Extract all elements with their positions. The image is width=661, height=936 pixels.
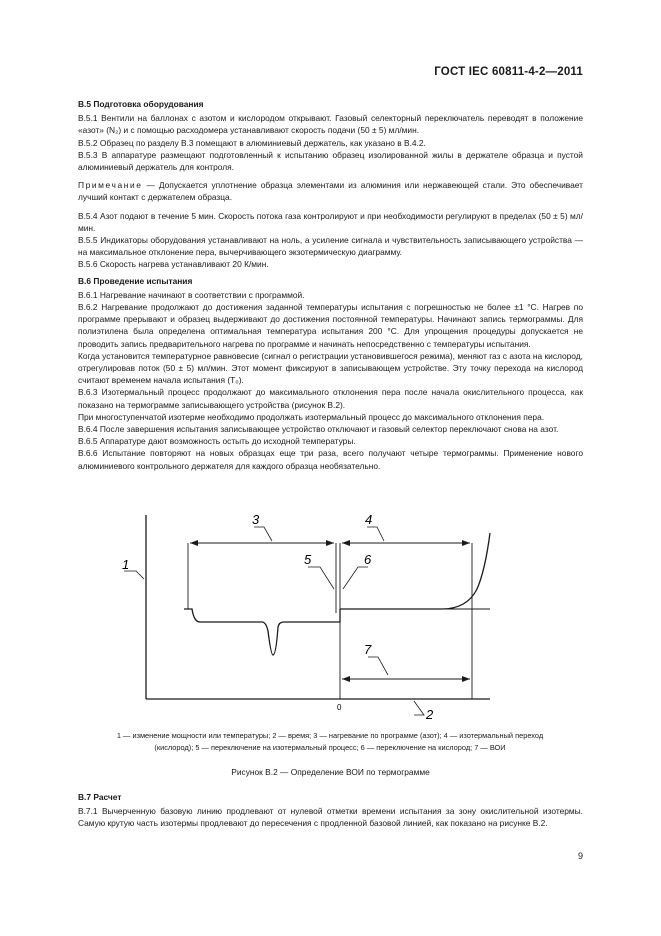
note-body: — Допускается уплотнение образца элементами из алюминия или нержавеющей стали. Это обеспечивает лучший контакт с держателем образца. <box>78 180 583 203</box>
figure-label-4: 4 <box>365 512 373 527</box>
standard-header: ГОСТ IEC 60811-4-2—2011 <box>434 66 583 78</box>
paragraph-b5-6: В.5.6 Скорость нагрева устанавливают 20 К/мин. <box>78 259 269 270</box>
figure-label-1: 1 <box>122 557 130 572</box>
paragraph-b5-4: В.5.4 Азот подают в течение 5 мин. Скорость потока газа контролируют и при необходимости регулируют в пределах (50 ± 5) мл/мин. <box>78 210 583 233</box>
zero-mark: 0 <box>337 703 342 712</box>
figure-label-6: 6 <box>364 552 372 567</box>
figure-title: Рисунок В.2 — Определение ВОИ по термограмме <box>231 767 430 777</box>
paragraph-b6-4: В.6.4 После завершения испытания записывающее устройство отключают и газовый селектор переключают снова на азот. <box>78 424 559 435</box>
paragraph-b6-3b: При многоступенчатой изотерме необходимо продолжать изотермальный процесс до максимального отклонения пера. <box>78 411 545 422</box>
thermogram-curve-nitrogen <box>184 609 340 655</box>
section-title-b5: В.5 Подготовка оборудования <box>78 99 204 109</box>
calculation-block <box>78 787 583 830</box>
figure-label-2: 2 <box>426 707 434 722</box>
leader-label-2 <box>414 701 424 715</box>
leader-label-3 <box>254 527 272 541</box>
page-number: 9 <box>577 851 583 861</box>
paragraph-b5-1: В.5.1 Вентили на баллонах с азотом и кислородом открывают. Газовый селекторный переключатель переводят в положение «азот» (N₂) и с помощью расходомера устанавливают скорость подачи (50 ± 5) мл/мин. <box>78 113 583 136</box>
section-title-b7: В.7 Расчет <box>78 792 122 802</box>
figure-label-7: 7 <box>364 642 372 657</box>
paragraph-b5-2: В.5.2 Образец по разделу В.3 помещают в алюминиевый держатель, как указано в В.4.2. <box>78 137 426 148</box>
figure-label-5: 5 <box>304 552 312 567</box>
section-title-b6: В.6 Проведение испытания <box>78 275 193 286</box>
thermogram-curve-oxygen <box>340 533 490 609</box>
paragraph-b6-6: В.6.6 Испытание повторяют на новых образцах еще три раза, всего получают четыре термограммы. Применение нового алюминиевого контрольного держателя для каждого образца необязательно. <box>78 448 583 471</box>
paragraph-b5-5: В.5.5 Индикаторы оборудования устанавливают на ноль, а усиление сигнала и чувствительность записывающего устройства — на максимальное отклонение пера, вычерчивающего экзотермическую диаграмму. <box>78 235 583 258</box>
note-paragraph <box>78 179 583 203</box>
paragraph-b6-3: В.6.3 Изотермальный процесс продолжают до максимального отклонения пера после начала окислительного процесса, как показано на термограмме записывающего устройства (рисунок В.2). <box>78 387 583 410</box>
figure-legend <box>60 730 600 754</box>
paragraph-b5-3: В.5.3 В аппаратуре размещают подготовленный к испытанию образец изолированной жилы в держателе образца и пустой алюминиевый держатель для контроля. <box>78 149 583 173</box>
leader-label-7 <box>368 657 388 675</box>
paragraph-b6-1: В.6.1 Нагревание начинают в соответствии с программой. <box>78 289 305 300</box>
paragraph-b7-1: В.7.1 Вычерченную базовую линию продлевают от нулевой отметки времени испытания за зону окислительной изотермы. Самую крутую часть изотермы продлевают до пересечения с продленной базовой линией, как показано на рисунке В.2. <box>78 806 583 829</box>
leader-label-1 <box>124 571 144 579</box>
leader-label-6 <box>343 567 368 589</box>
paragraph-b6-2: В.6.2 Нагревание продолжают до достижения заданной температуры испытания с погрешностью не более ±1 °С. Нагрев по программе прерывают и образец выдерживают до достижения постоянной температуры. Начинают запись термограммы. Для полиэтилена была определена оптимальная температура испытания 200 °С. Для упрощения процедуры допускается не проводить запись предварительного нагрева по программе и начинать непосредственно с температуры испытания. <box>78 302 583 349</box>
leader-label-5 <box>308 567 334 589</box>
note-lead: Примечание <box>78 180 143 191</box>
figure-label-3: 3 <box>252 512 260 527</box>
thermogram-figure <box>112 503 512 725</box>
legend-line-2: (кислород); 5 — переключение на изотермальный процесс; 6 — переключение на кислород; 7 — ВОИ <box>154 743 506 752</box>
leader-label-4 <box>367 527 384 541</box>
body-text-block <box>78 94 583 472</box>
paragraph-b6-2b: Когда установится температурное равновесие (сигнал о регистрации установившегося режима), меняют газ с азота на кислород, отрегулировав поток (50 ± 5) мл/мин. Этот момент фиксируют в записывающем устройстве. Эту точку перехода на кислород считают временем начала испытания (T₀). <box>78 350 583 386</box>
paragraph-b6-5: В.6.5 Аппаратуре дают возможность остыть до исходной температуры. <box>78 436 356 447</box>
legend-line-1: 1 — изменение мощности или температуры; 2 — время; 3 — нагревание по программе (азот); 4 — изотермальный переход <box>116 731 544 740</box>
